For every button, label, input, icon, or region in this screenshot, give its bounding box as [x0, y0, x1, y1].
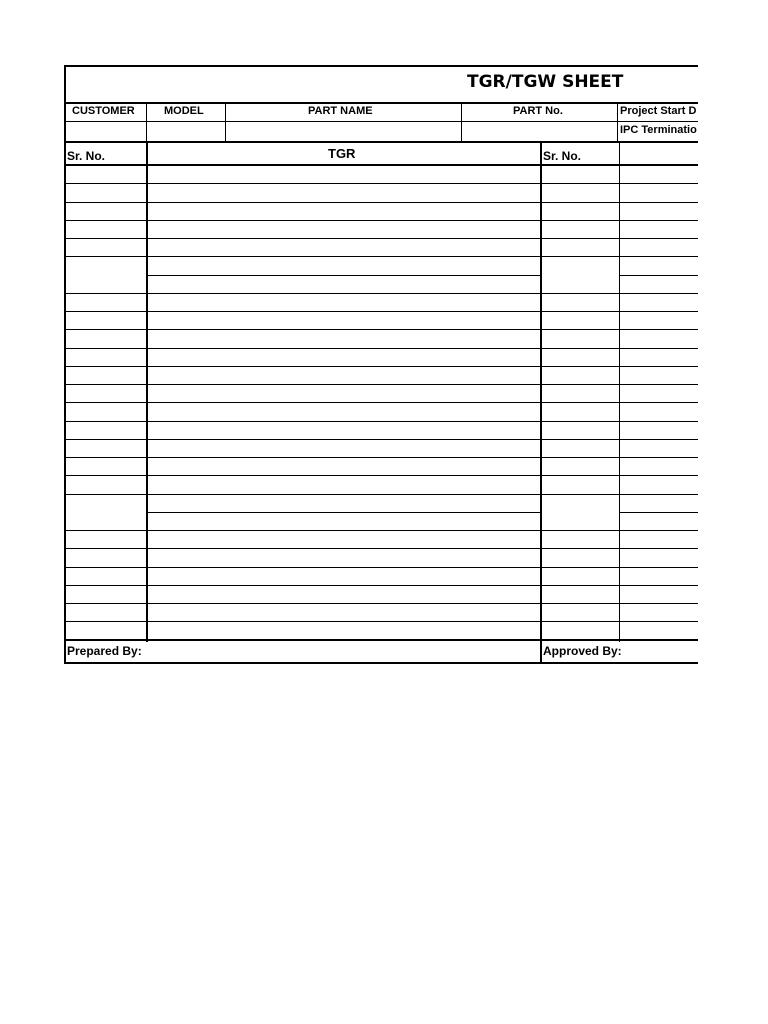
row-separator: [64, 348, 698, 349]
right-row-separator: [620, 512, 698, 513]
row-separator: [64, 439, 698, 440]
row-separator: [64, 603, 698, 604]
column-heading-bottom: [64, 164, 698, 166]
footer-border-bottom: [64, 662, 698, 664]
row-separator: [64, 567, 698, 568]
row-separator: [64, 530, 698, 531]
project-start-label: Project Start D: [620, 105, 697, 117]
row-separator: [64, 585, 698, 586]
row-separator: [64, 366, 698, 367]
ipc-termination-label: IPC Terminatio: [620, 124, 697, 136]
row-separator: [64, 238, 698, 239]
sheet-title: TGR/TGW SHEET: [467, 72, 624, 92]
row-separator: [64, 293, 698, 294]
row-separator: [64, 256, 698, 257]
sr-no-right-heading: Sr. No.: [543, 149, 582, 163]
row-separator: [64, 220, 698, 221]
title-row-bottom: [64, 102, 698, 104]
footer-border-top: [64, 639, 698, 641]
row-separator: [64, 494, 698, 495]
value-row-bottom: [64, 141, 698, 143]
label-row-bottom: [64, 121, 698, 122]
prepared-by-label: Prepared By:: [67, 644, 142, 658]
approved-by-label: Approved By:: [543, 644, 622, 658]
outer-border-top: [64, 65, 698, 67]
row-separator: [64, 457, 698, 458]
row-separator: [64, 475, 698, 476]
row-separator: [64, 548, 698, 549]
sr-no-left-heading: Sr. No.: [67, 149, 106, 163]
header-divider-partname: [461, 103, 462, 142]
part-no-label: PART No.: [513, 105, 563, 117]
tgr-heading: TGR: [328, 146, 356, 161]
tgr-row-separator: [147, 512, 541, 513]
row-separator: [64, 202, 698, 203]
row-separator: [64, 311, 698, 312]
row-separator: [64, 329, 698, 330]
outer-border-left: [64, 65, 66, 664]
customer-label: CUSTOMER: [72, 105, 135, 117]
model-label: MODEL: [164, 105, 204, 117]
part-name-label: PART NAME: [308, 105, 373, 117]
header-divider-customer: [146, 103, 147, 142]
row-separator: [64, 384, 698, 385]
row-separator: [64, 421, 698, 422]
row-separator: [64, 621, 698, 622]
row-separator: [64, 183, 698, 184]
header-divider-model: [225, 103, 226, 142]
row-separator: [64, 402, 698, 403]
right-row-separator: [620, 275, 698, 276]
header-divider-partno: [617, 103, 618, 142]
tgr-row-separator: [147, 275, 541, 276]
